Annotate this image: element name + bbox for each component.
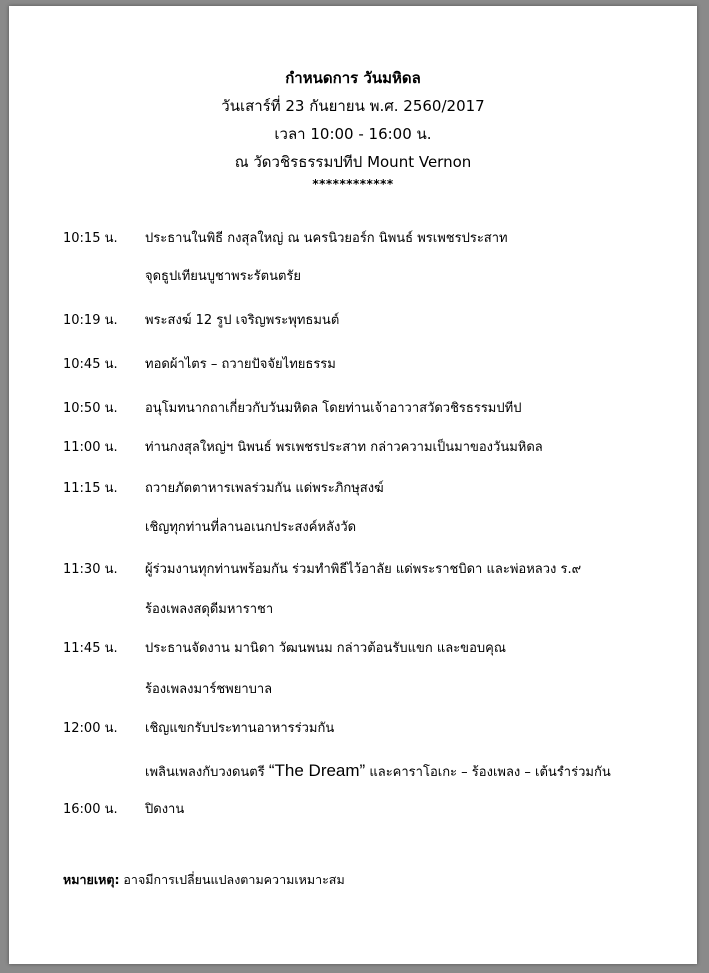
schedule-text: ท่านกงสุลใหญ่ฯ นิพนธ์ พรเพชรประสาท กล่าวความเป็นมาของวันมหิดล (145, 440, 543, 455)
schedule-row-continued (9, 266, 697, 288)
band-line (145, 760, 611, 784)
schedule-row (9, 799, 697, 821)
band-line-before: เพลินเพลงกับวงดนตรี (145, 765, 269, 780)
schedule-time: 11:30 น. (63, 562, 118, 577)
schedule-time: 10:45 น. (63, 357, 118, 372)
page-title: กำหนดการ วันมหิดล (285, 69, 421, 87)
schedule-text: พระสงฆ์ 12 รูป เจริญพระพุทธมนต์ (145, 313, 340, 328)
schedule-time: 12:00 น. (63, 721, 118, 736)
schedule-row-continued (9, 679, 697, 701)
schedule-text: อนุโมทนากถาเกี่ยวกับวันมหิดล โดยท่านเจ้าอาวาสวัดวชิรธรรมปทีป (145, 401, 522, 416)
schedule-text: ถวายภัตตาหารเพลร่วมกัน แด่พระภิกษุสงฆ์ (145, 481, 384, 496)
schedule-row (9, 559, 697, 581)
schedule-row (9, 228, 697, 250)
schedule-row (9, 354, 697, 376)
footnote (63, 870, 345, 890)
schedule-time: 16:00 น. (63, 802, 118, 817)
schedule-time: 10:50 น. (63, 401, 118, 416)
schedule-text: จุดธูปเทียนบูชาพระรัตนตรัย (145, 269, 302, 284)
schedule-row (9, 310, 697, 332)
band-line-after: และคาราโอเกะ – ร้องเพลง – เต้นรำร่วมกัน (365, 765, 611, 780)
schedule-time: 11:45 น. (63, 641, 118, 656)
schedule-row (9, 437, 697, 459)
schedule-text: ผู้ร่วมงานทุกท่านพร้อมกัน ร่วมทำพิธีไว้อาลัย แด่พระราชบิดา และพ่อหลวง ร.๙ (145, 562, 582, 577)
schedule-text: ร้องเพลงสดุดีมหาราชา (145, 602, 274, 617)
schedule-time: 11:00 น. (63, 440, 118, 455)
schedule-text: เชิญทุกท่านที่ลานอเนกประสงค์หลังวัด (145, 520, 357, 535)
schedule-text: เชิญแขกรับประทานอาหารร่วมกัน (145, 721, 335, 736)
schedule-text: ปิดงาน (145, 802, 185, 817)
schedule-row (9, 478, 697, 500)
event-venue: ณ วัดวชิรธรรมปทีป Mount Vernon (234, 153, 472, 171)
schedule-text: ประธานในพิธี กงสุลใหญ่ ณ นครนิวยอร์ก นิพนธ์ พรเพชรประสาท (145, 231, 508, 246)
schedule-text: ร้องเพลงมาร์ชพยาบาล (145, 682, 273, 697)
schedule-text: ประธานจัดงาน มานิดา วัฒนพนม กล่าวต้อนรับแขก และขอบคุณ (145, 641, 506, 656)
schedule-time: 10:19 น. (63, 313, 118, 328)
schedule-row (9, 638, 697, 660)
schedule-text: ทอดผ้าไตร – ถวายปัจจัยไทยธรรม (145, 357, 336, 372)
footnote-label: หมายเหตุ: (63, 872, 120, 887)
schedule-row-continued (9, 760, 697, 782)
band-name: “The Dream” (268, 761, 366, 780)
schedule-row-continued (9, 599, 697, 621)
schedule-time: 10:15 น. (63, 231, 118, 246)
schedule-row-continued (9, 517, 697, 539)
separator: ************ (312, 177, 394, 191)
footnote-text: อาจมีการเปลี่ยนแปลงตามความเหมาะสม (119, 872, 345, 887)
schedule-row (9, 718, 697, 740)
header (9, 64, 697, 192)
schedule-row (9, 398, 697, 420)
document-page (9, 6, 697, 964)
event-time: เวลา 10:00 - 16:00 น. (274, 125, 432, 143)
event-date: วันเสาร์ที่ 23 กันยายน พ.ศ. 2560/2017 (221, 97, 485, 115)
schedule-time: 11:15 น. (63, 481, 118, 496)
